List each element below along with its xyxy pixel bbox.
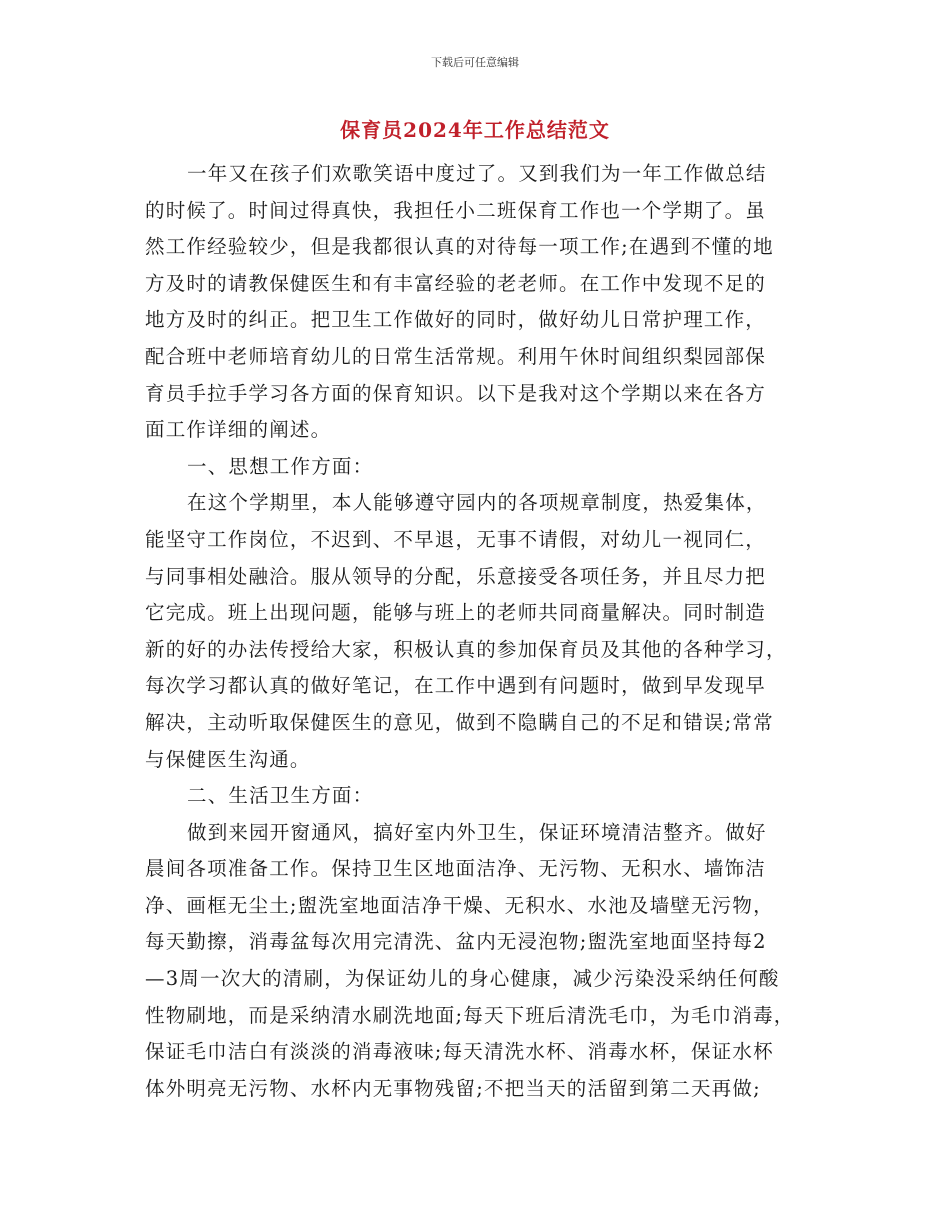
paragraph-line: 性物刷地，而是采纳清水刷洗地面;每天下班后清洗毛巾，为毛巾消毒， — [145, 1003, 795, 1027]
paragraph-line: 在这个学期里，本人能够遵守园内的各项规章制度，热爱集体， — [187, 491, 767, 515]
paragraph-line: 它完成。班上出现问题，能够与班上的老师共同商量解决。同时制造 — [145, 601, 767, 625]
paragraph-line: 然工作经验较少，但是我都很认真的对待每一项工作;在遇到不懂的地 — [145, 235, 774, 259]
paragraph-line: 新的好的办法传授给大家，积极认真的参加保育员及其他的各种学习， — [145, 637, 787, 661]
header-note: 下载后可任意编辑 — [431, 56, 519, 69]
paragraph-line: —3周一次大的清刷，为保证幼儿的身心健康，减少污染没采纳任何酸 — [145, 967, 780, 991]
paragraph-line: 方及时的请教保健医生和有丰富经验的老老师。在工作中发现不足的 — [145, 271, 767, 295]
paragraph-line: 与保健医生沟通。 — [145, 747, 311, 771]
paragraph-line: 育员手拉手学习各方面的保育知识。以下是我对这个学期以来在各方 — [145, 381, 767, 405]
document-title: 保育员2024年工作总结范文 — [340, 118, 610, 142]
paragraph-line: 每天勤擦，消毒盆每次用完清洗、盆内无浸泡物;盥洗室地面坚持每2 — [145, 930, 767, 954]
paragraph-line: 保证毛巾洁白有淡淡的消毒液味;每天清洗水杯、消毒水杯，保证水杯 — [145, 1040, 774, 1064]
section-heading: 二、生活卫生方面： — [187, 784, 374, 808]
paragraph-line: 的时候了。时间过得真快，我担任小二班保育工作也一个学期了。虽 — [145, 198, 767, 222]
paragraph-line: 能坚守工作岗位，不迟到、不早退，无事不请假，对幼儿一视同仁， — [145, 527, 767, 551]
paragraph-line: 每次学习都认真的做好笔记，在工作中遇到有问题时，做到早发现早 — [145, 674, 767, 698]
paragraph-line: 一年又在孩子们欢歌笑语中度过了。又到我们为一年工作做总结 — [187, 162, 767, 185]
section-heading: 一、思想工作方面： — [187, 454, 374, 478]
paragraph-line: 做到来园开窗通风，搞好室内外卫生，保证环境清洁整齐。做好 — [187, 820, 767, 844]
paragraph-line: 与同事相处融洽。服从领导的分配，乐意接受各项任务，并且尽力把 — [145, 564, 767, 588]
paragraph-line: 面工作详细的阐述。 — [145, 418, 332, 442]
paragraph-line: 解决，主动听取保健医生的意见，做到不隐瞒自己的不足和错误;常常 — [145, 710, 774, 734]
paragraph-line: 体外明亮无污物、水杯内无事物残留;不把当天的活留到第二天再做; — [145, 1076, 761, 1100]
paragraph-line: 净、画框无尘土;盥洗室地面洁净干燥、无积水、水池及墙壁无污物， — [145, 893, 774, 917]
paragraph-line: 配合班中老师培育幼儿的日常生活常规。利用午休时间组织梨园部保 — [145, 344, 767, 368]
document-body — [145, 159, 805, 1110]
paragraph-line: 晨间各项准备工作。保持卫生区地面洁净、无污物、无积水、墙饰洁 — [145, 857, 767, 881]
paragraph-line: 地方及时的纠正。把卫生工作做好的同时，做好幼儿日常护理工作， — [145, 308, 767, 332]
